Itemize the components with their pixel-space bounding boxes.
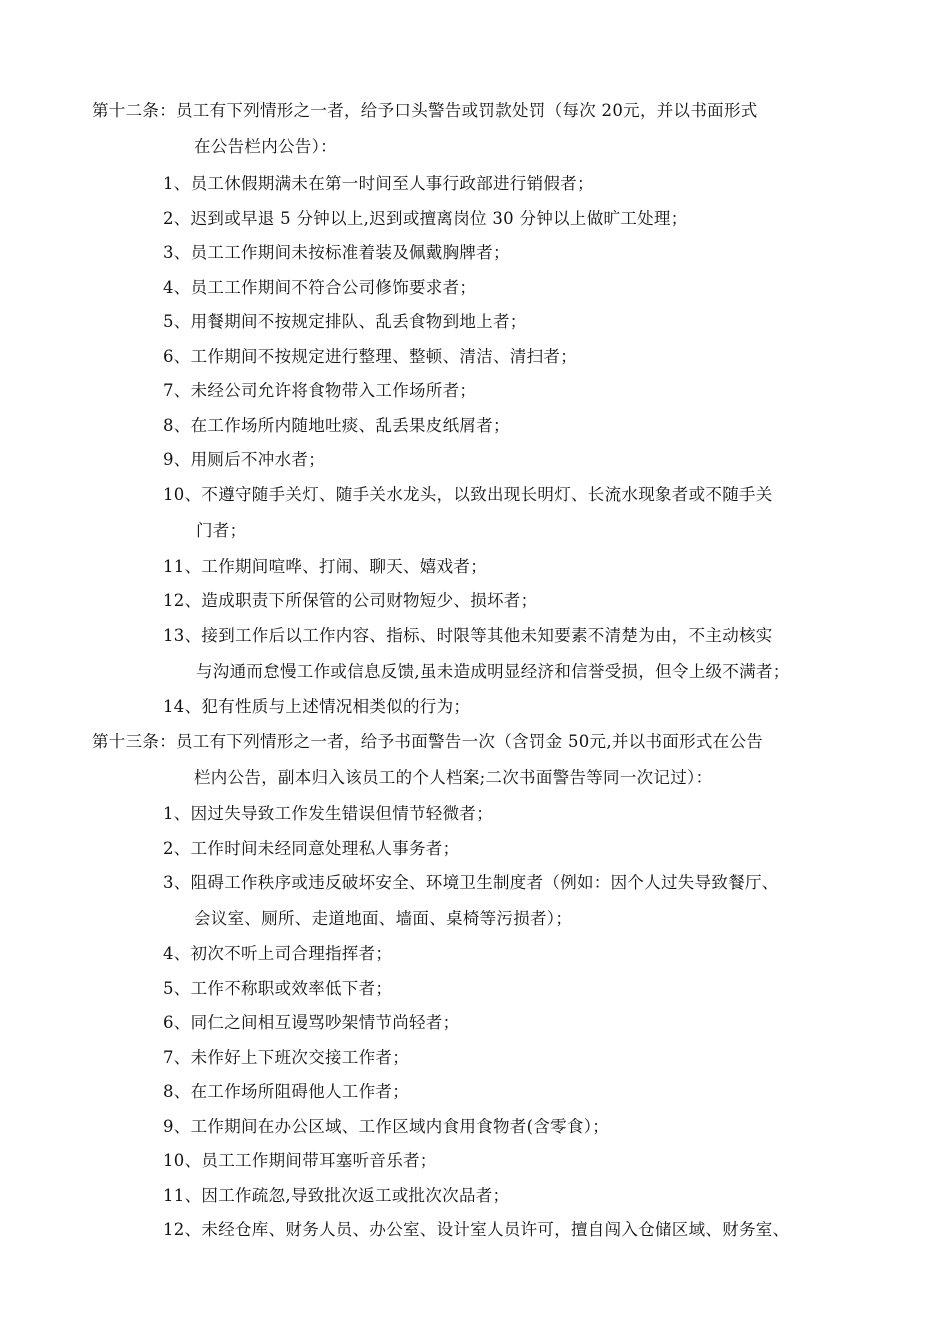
article-12-item: 1、员工休假期满未在第一时间至人事行政部进行销假者； (163, 174, 594, 193)
article-13-item: 6、同仁之间相互谩骂吵架情节尚轻者； (163, 1013, 460, 1032)
article-13-item: 2、工作时间未经同意处理私人事务者； (163, 839, 460, 858)
article-12-heading-cont: 在公告栏内公告）： (194, 137, 337, 156)
article-12-item-cont: 门者； (196, 521, 247, 540)
article-12-item: 5、用餐期间不按规定排队、乱丢食物到地上者； (163, 312, 527, 331)
article-13-item: 3、阻碍工作秩序或违反破坏安全、环境卫生制度者（例如：因个人过失导致餐厅、 (163, 873, 779, 892)
article-13-item: 1、因过失导致工作发生错误但情节轻微者； (163, 804, 493, 823)
article-12-item-cont: 与沟通而怠慢工作或信息反馈,虽未造成明显经济和信誉受损，但令上级不满者； (196, 662, 790, 681)
article-12-heading: 第十二条：员工有下列情形之一者，给予口头警告或罚款处罚（每次 20元，并以书面形式 (92, 101, 758, 120)
article-12-item: 7、未经公司允许将食物带入工作场所者； (163, 381, 477, 400)
article-13-item: 11、因工作疏忽,导致批次返工或批次次品者； (163, 1186, 510, 1205)
article-13-heading-cont: 栏内公告，副本归入该员工的个人档案;二次书面警告等同一次记过）： (194, 768, 713, 787)
article-13-item: 8、在工作场所阻碍他人工作者； (163, 1082, 409, 1101)
article-12-item: 11、工作期间喧哗、打闹、聊天、嬉戏者； (163, 557, 487, 576)
article-12-item: 13、接到工作后以工作内容、指标、时限等其他未知要素不清楚为由，不主动核实 (163, 626, 773, 645)
article-12-item: 2、迟到或早退 5 分钟以上,迟到或擅离岗位 30 分钟以上做旷工处理； (163, 209, 688, 228)
article-12-item: 12、造成职责下所保管的公司财物短少、损坏者； (163, 591, 538, 610)
article-13-item: 10、员工工作期间带耳塞听音乐者； (163, 1151, 437, 1170)
article-12-item: 10、不遵守随手关灯、随手关水龙头，以致出现长明灯、长流水现象者或不随手关 (163, 485, 773, 504)
article-13-item-cont: 会议室、厕所、走道地面、墙面、桌椅等污损者）； (194, 909, 573, 928)
article-13-heading: 第十三条：员工有下列情形之一者，给予书面警告一次（含罚金 50元,并以书面形式在公告 (92, 732, 764, 751)
article-12-item: 4、员工工作期间不符合公司修饰要求者； (163, 278, 477, 297)
article-13-item: 12、未经仓库、财务人员、办公室、设计室人员许可，擅自闯入仓储区域、财务室、 (163, 1220, 790, 1239)
article-12-item: 9、用厕后不冲水者； (163, 450, 325, 469)
article-13-item: 7、未作好上下班次交接工作者； (163, 1048, 409, 1067)
article-12-item: 3、员工工作期间未按标准着装及佩戴胸牌者； (163, 243, 510, 262)
article-13-item: 9、工作期间在办公区域、工作区域内食用食物者(含零食）； (163, 1117, 610, 1136)
article-12-item: 8、在工作场所内随地吐痰、乱丢果皮纸屑者； (163, 416, 510, 435)
article-13-item: 4、初次不听上司合理指挥者； (163, 944, 393, 963)
article-12-item: 6、工作期间不按规定进行整理、整顿、清洁、清扫者； (163, 347, 577, 366)
article-13-item: 5、工作不称职或效率低下者； (163, 979, 393, 998)
article-12-item: 14、犯有性质与上述情况相类似的行为； (163, 697, 471, 716)
